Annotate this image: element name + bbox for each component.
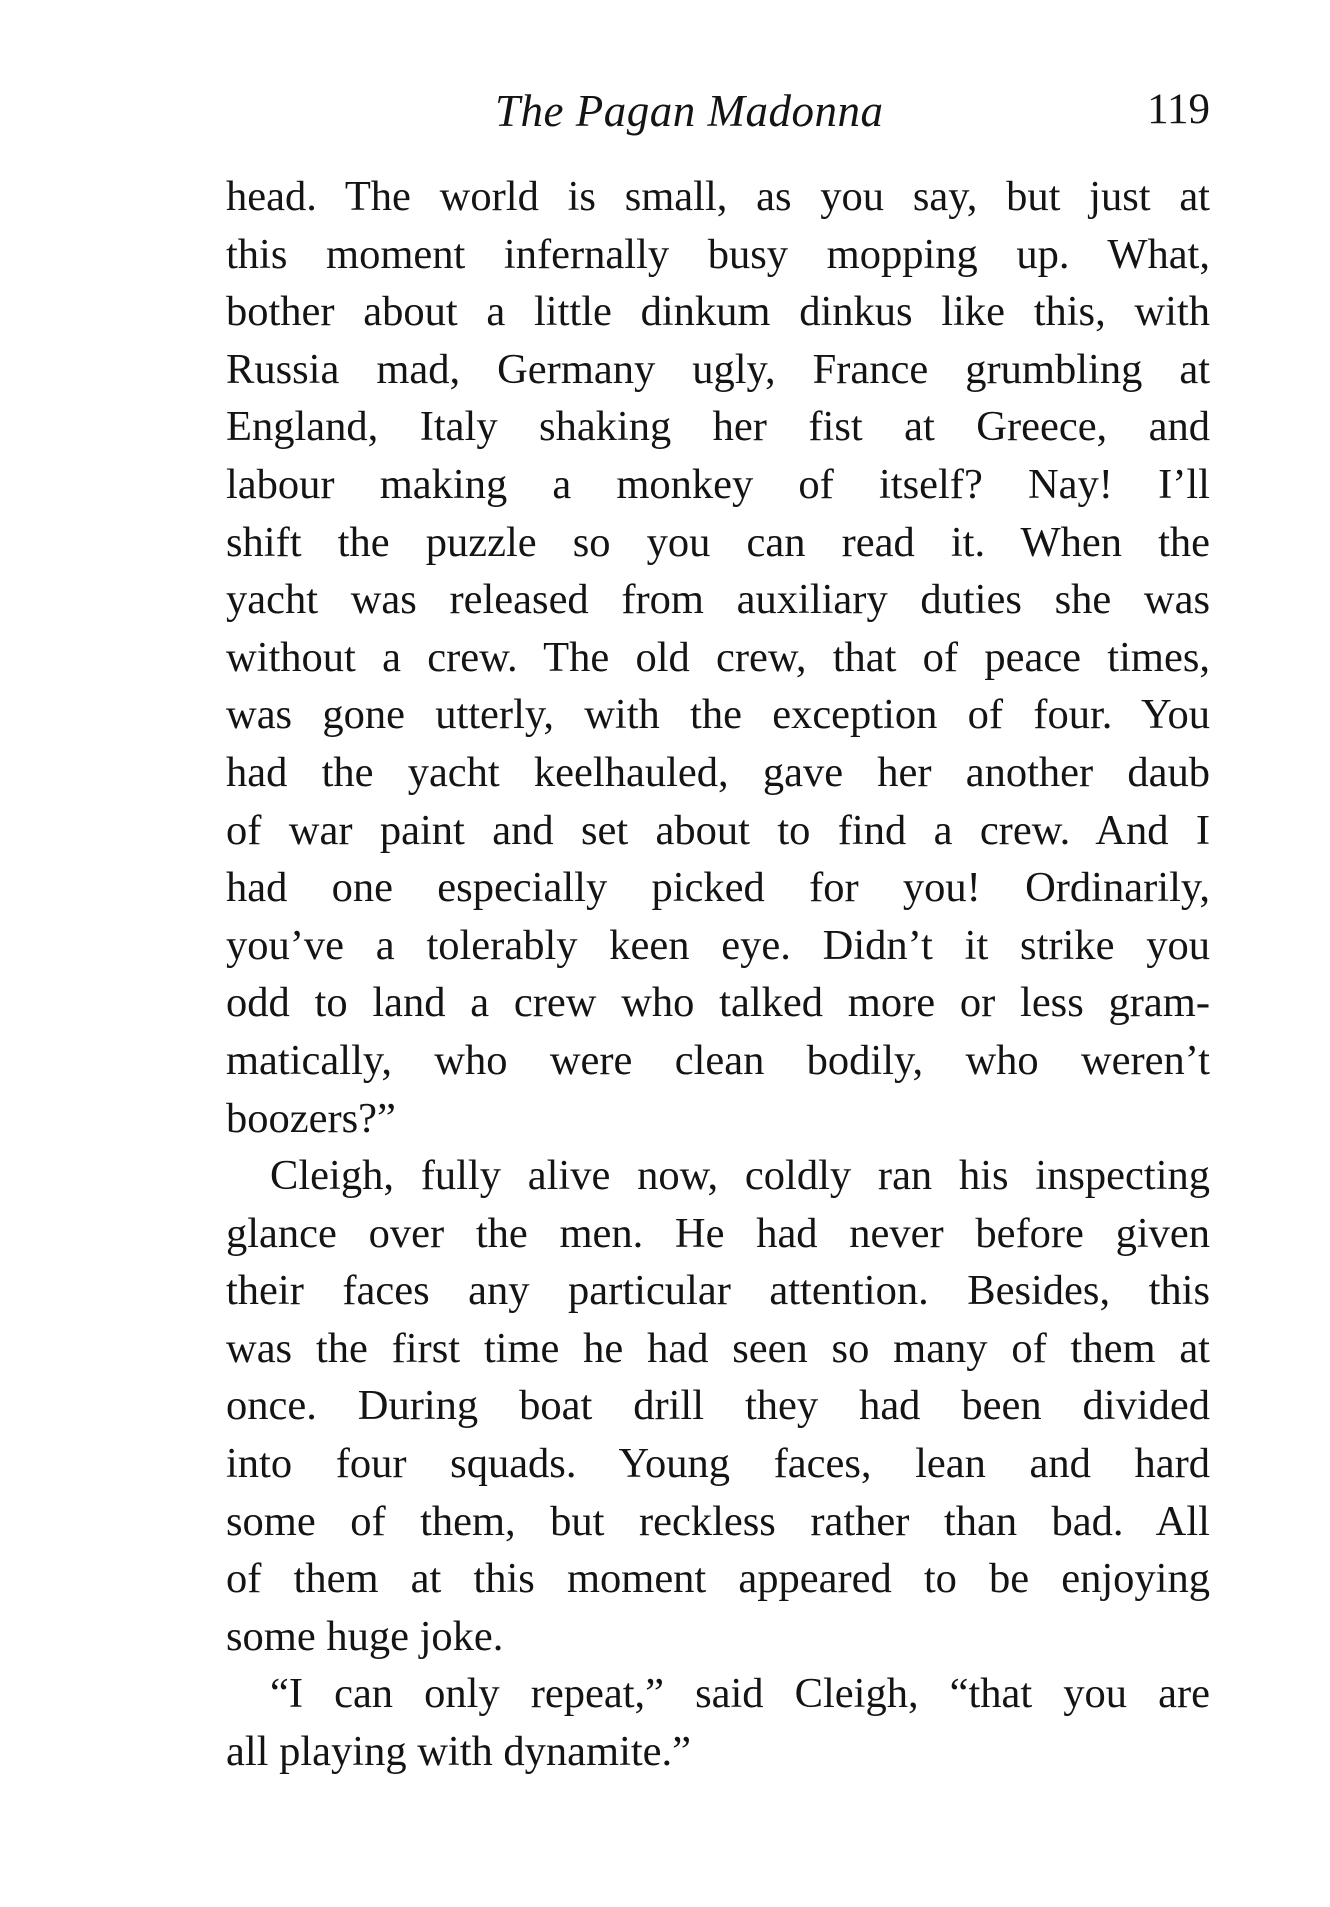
paragraph xyxy=(226,1147,1210,1665)
paragraph xyxy=(226,1665,1210,1780)
text-line: once. During boat drill they had been divided xyxy=(226,1382,1210,1430)
text-line: into four squads. Young faces, lean and hard xyxy=(226,1440,1210,1488)
text-line: head. The world is small, as you say, but just at xyxy=(226,173,1210,220)
text-line: yacht was released from auxiliary duties she was xyxy=(226,576,1210,624)
text-line: matically, who were clean bodily, who weren’t xyxy=(226,1036,1210,1084)
running-header xyxy=(225,85,1210,145)
text-line: some of them, but reckless rather than bad. All xyxy=(226,1497,1210,1545)
text-line: glance over the men. He had never before given xyxy=(226,1209,1210,1257)
body-text xyxy=(226,168,1210,1781)
text-line: had one especially picked for you! Ordinarily, xyxy=(226,864,1210,912)
paragraph xyxy=(226,168,1210,1147)
text-line: without a crew. The old crew, that of peace times, xyxy=(226,633,1210,681)
text-line: bother about a little dinkum dinkus like this, with xyxy=(226,288,1210,336)
text-line: Cleigh, fully alive now, coldly ran his inspecting xyxy=(270,1152,1210,1200)
running-title: The Pagan Madonna xyxy=(495,86,884,136)
text-line: of war paint and set about to find a crew. And I xyxy=(226,806,1210,854)
text-line: labour making a monkey of itself? Nay! I’ll xyxy=(226,460,1210,508)
text-line: their faces any particular attention. Besides, this xyxy=(226,1267,1210,1315)
text-line: England, Italy shaking her fist at Greece, and xyxy=(226,403,1210,451)
text-line: odd to land a crew who talked more or less gram- xyxy=(226,979,1210,1027)
text-line: some huge joke. xyxy=(226,1612,504,1660)
text-line: you’ve a tolerably keen eye. Didn’t it strike you xyxy=(226,921,1210,969)
text-line: was gone utterly, with the exception of four. You xyxy=(226,691,1210,739)
text-line: “I can only repeat,” said Cleigh, “that you are xyxy=(270,1670,1210,1718)
text-line: shift the puzzle so you can read it. When the xyxy=(226,518,1210,566)
text-line: had the yacht keelhauled, gave her another daub xyxy=(226,748,1210,796)
page-number: 119 xyxy=(1147,86,1210,133)
text-line: of them at this moment appeared to be enjoying xyxy=(226,1555,1210,1603)
text-line: this moment infernally busy mopping up. What, xyxy=(226,230,1210,278)
text-line: all playing with dynamite.” xyxy=(226,1728,692,1776)
text-line: was the first time he had seen so many of them at xyxy=(226,1324,1210,1372)
text-line: boozers?” xyxy=(226,1094,396,1142)
text-line: Russia mad, Germany ugly, France grumbling at xyxy=(226,345,1210,393)
